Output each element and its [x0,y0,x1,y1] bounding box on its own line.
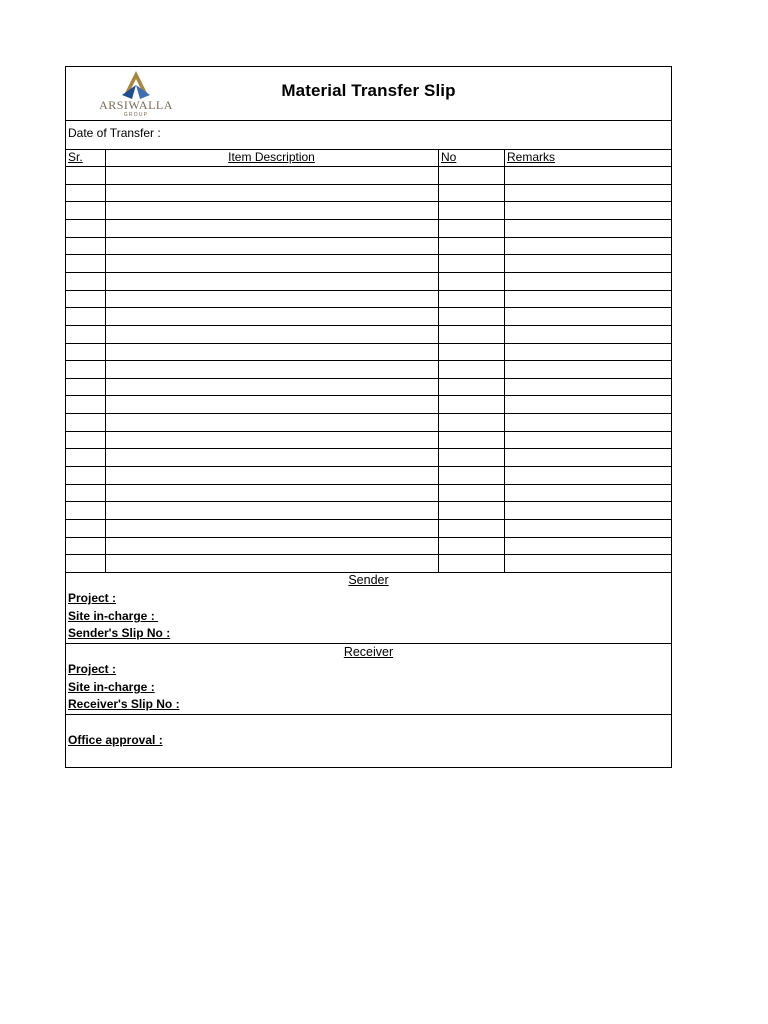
office-approval-field: Office approval : [68,733,163,747]
sender-section [66,572,671,643]
table-row [66,343,671,344]
table-row [66,413,671,414]
table-row [66,448,671,449]
form-header [66,67,671,120]
table-row [66,307,671,308]
column-header-item-description: Item Description [228,150,315,164]
column-header-no: No [441,150,457,164]
sender-project-field: Project : [68,591,117,605]
form-title: Material Transfer Slip [281,81,456,100]
logo-subtext: GROUP [123,112,149,117]
column-header-sr: Sr. [68,150,83,164]
sender-slip-no-field: Sender's Slip No : [68,626,171,640]
table-row [66,554,671,555]
receiver-project-field: Project : [68,662,117,676]
table-row [66,537,671,538]
table-row [66,325,671,326]
date-of-transfer-label: Date of Transfer : [68,126,161,140]
office-approval-section [66,714,671,768]
table-row [66,431,671,432]
table-row [66,395,671,396]
table-row [66,290,671,291]
sender-site-incharge-field: Site in-charge : [68,609,159,623]
table-row [66,166,671,167]
table-row [66,484,671,485]
receiver-site-incharge-field: Site in-charge : [68,680,155,694]
table-row [66,184,671,185]
table-row [66,254,671,255]
table-row [66,272,671,273]
transfer-slip-form [65,66,672,768]
column-header-remarks: Remarks [507,150,556,164]
items-table [66,149,671,572]
table-row [66,519,671,520]
table-row [66,360,671,361]
table-row [66,466,671,467]
receiver-section [66,643,671,714]
date-of-transfer-row [66,120,671,149]
table-row [66,219,671,220]
table-row [66,378,671,379]
sender-title: Sender [348,573,389,587]
logo-wordmark: ARSIWALLA [99,98,173,112]
receiver-title: Receiver [343,645,394,659]
table-row [66,237,671,238]
table-row [66,501,671,502]
table-row [66,201,671,202]
receiver-slip-no-field: Receiver's Slip No : [68,697,180,711]
